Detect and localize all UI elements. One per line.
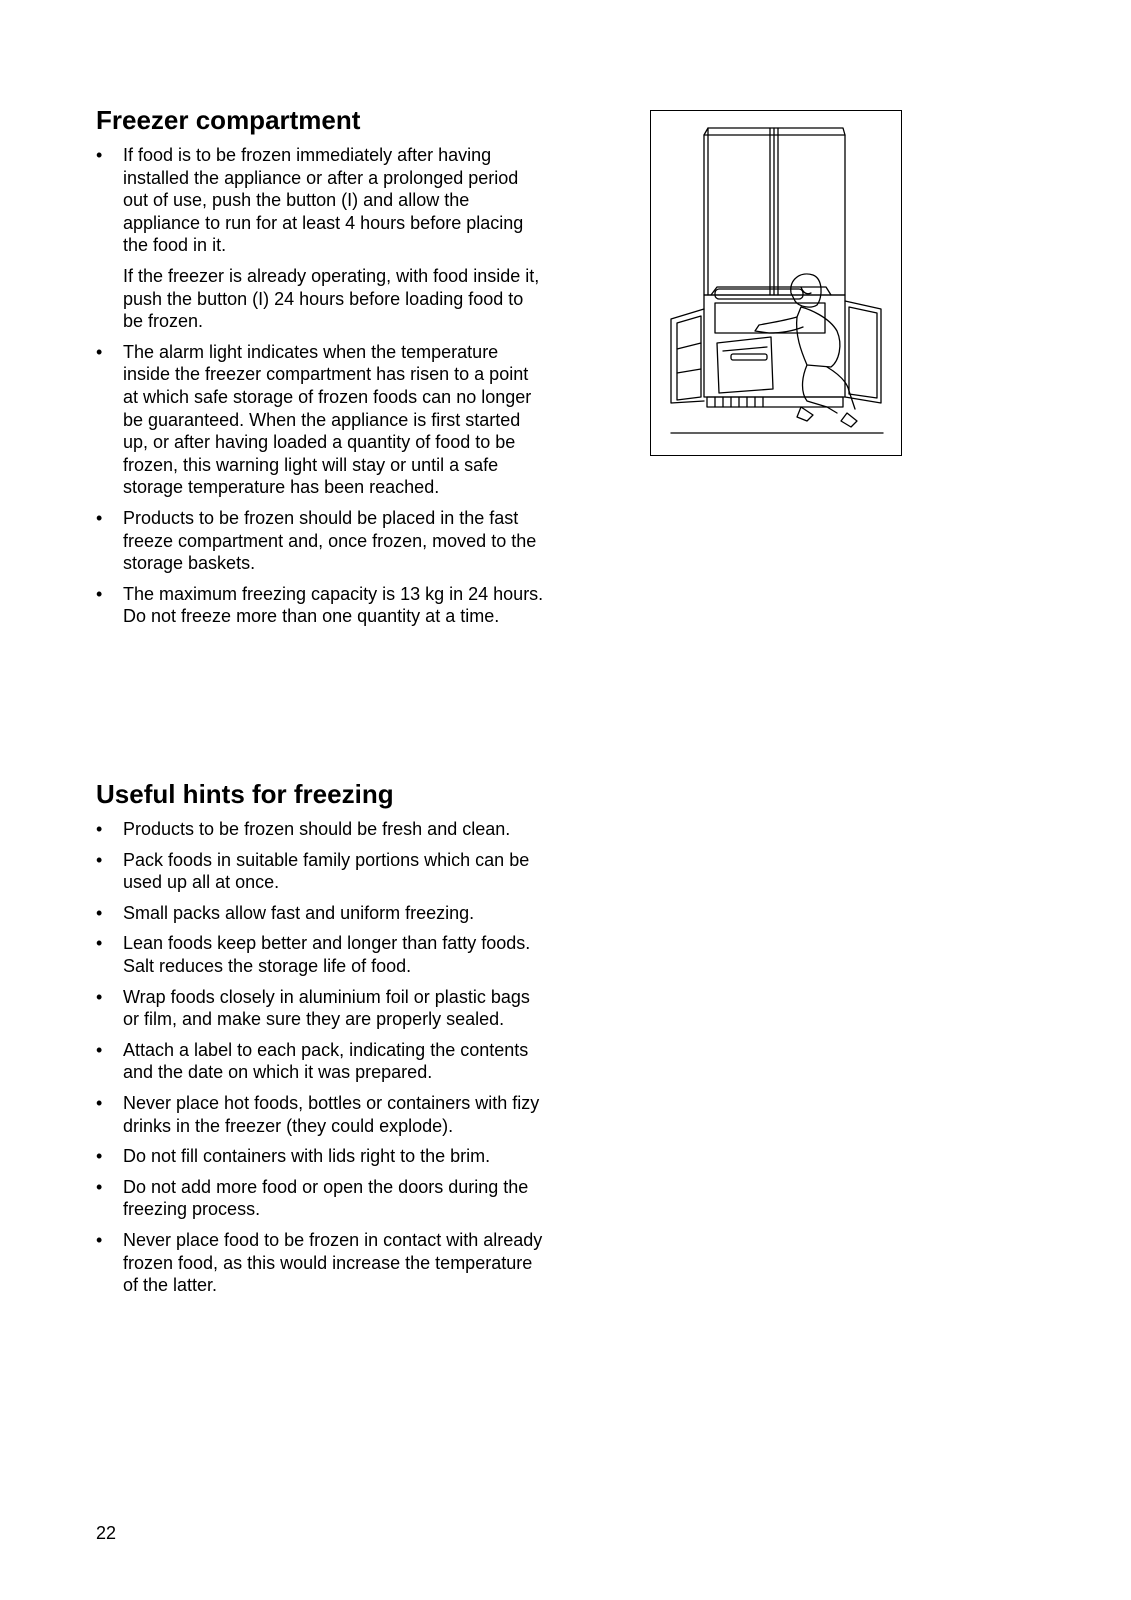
list-item-text: Attach a label to each pack, indicating the contents and the date on which it was prepared.: [123, 1039, 529, 1083]
list-item-text: If the freezer is already operating, with food inside it, push the button (I) 24 hours before loading food to be frozen.: [123, 265, 540, 332]
freezer-illustration: [650, 110, 902, 456]
list-item-text: If food is to be frozen immediately after having installed the appliance or after a prolonged period out of use, push the button (I) and allow the appliance to run for at least 4 hours before placing the food in it.: [123, 145, 524, 256]
bullet-icon: •: [96, 1229, 103, 1250]
list-item-text: Never place food to be frozen in contact with already frozen food, as this would increase the temperature of the latter.: [123, 1229, 543, 1296]
bullet-icon: •: [96, 819, 103, 839]
bullet-icon: •: [96, 507, 103, 528]
list-item: [96, 583, 546, 628]
freezer-illustration-icon: [651, 111, 901, 455]
list-item-text: The alarm light indicates when the temperature inside the freezer compartment has risen to a point at which safe storage of frozen foods can no longer be guaranteed. When the appliance is first started up, or after having loaded a quantity of food to be frozen, this warning light will stay or until a safe storage temperature has been reached.: [123, 341, 532, 498]
freezer-compartment-list: [96, 144, 546, 628]
freezer-compartment-section: [96, 104, 546, 628]
list-item: [96, 1039, 546, 1084]
list-item-text: The maximum freezing capacity is 13 kg in 24 hours. Do not freeze more than one quantity at a time.: [123, 583, 544, 627]
list-item: [96, 818, 546, 841]
useful-hints-heading: Useful hints for freezing: [96, 779, 394, 809]
bullet-icon: •: [96, 1039, 103, 1060]
bullet-icon: •: [96, 583, 103, 604]
list-item: [96, 1145, 546, 1168]
list-item: [96, 1092, 546, 1137]
useful-hints-list: [96, 818, 546, 1297]
list-item: [96, 144, 546, 333]
list-item-text: Products to be frozen should be placed in the fast freeze compartment and, once frozen, moved to the storage baskets.: [123, 507, 537, 574]
list-item: [96, 986, 546, 1031]
list-item: [96, 507, 546, 575]
bullet-icon: •: [96, 933, 103, 954]
list-item: [96, 902, 546, 925]
list-item: [96, 932, 546, 977]
bullet-icon: •: [96, 849, 103, 870]
list-item: [96, 849, 546, 894]
page-number: 22: [96, 1523, 117, 1543]
freezer-compartment-heading: Freezer compartment: [96, 105, 361, 135]
bullet-icon: •: [96, 902, 103, 923]
list-item-text: Products to be frozen should be fresh and clean.: [123, 819, 511, 839]
useful-hints-section: [96, 778, 546, 1297]
bullet-icon: •: [96, 1146, 103, 1167]
list-item: [96, 1176, 546, 1221]
list-item-text: Lean foods keep better and longer than fatty foods. Salt reduces the storage life of food.: [123, 933, 531, 976]
bullet-icon: •: [96, 341, 103, 362]
list-item-text: Never place hot foods, bottles or containers with fizy drinks in the freezer (they could explode).: [123, 1092, 540, 1136]
list-item-text: Wrap foods closely in aluminium foil or plastic bags or film, and make sure they are properly sealed.: [123, 986, 530, 1030]
bullet-icon: •: [96, 1092, 103, 1113]
list-item-text: Do not fill containers with lids right to the brim.: [123, 1146, 491, 1167]
list-item-text: Small packs allow fast and uniform freezing.: [123, 902, 475, 923]
list-item: [96, 341, 546, 499]
list-item-text: Pack foods in suitable family portions which can be used up all at once.: [123, 849, 530, 893]
list-item: [96, 1229, 546, 1297]
bullet-icon: •: [96, 1176, 103, 1197]
bullet-icon: •: [96, 145, 103, 165]
list-item-text: Do not add more food or open the doors during the freezing process.: [123, 1176, 529, 1220]
bullet-icon: •: [96, 986, 103, 1007]
